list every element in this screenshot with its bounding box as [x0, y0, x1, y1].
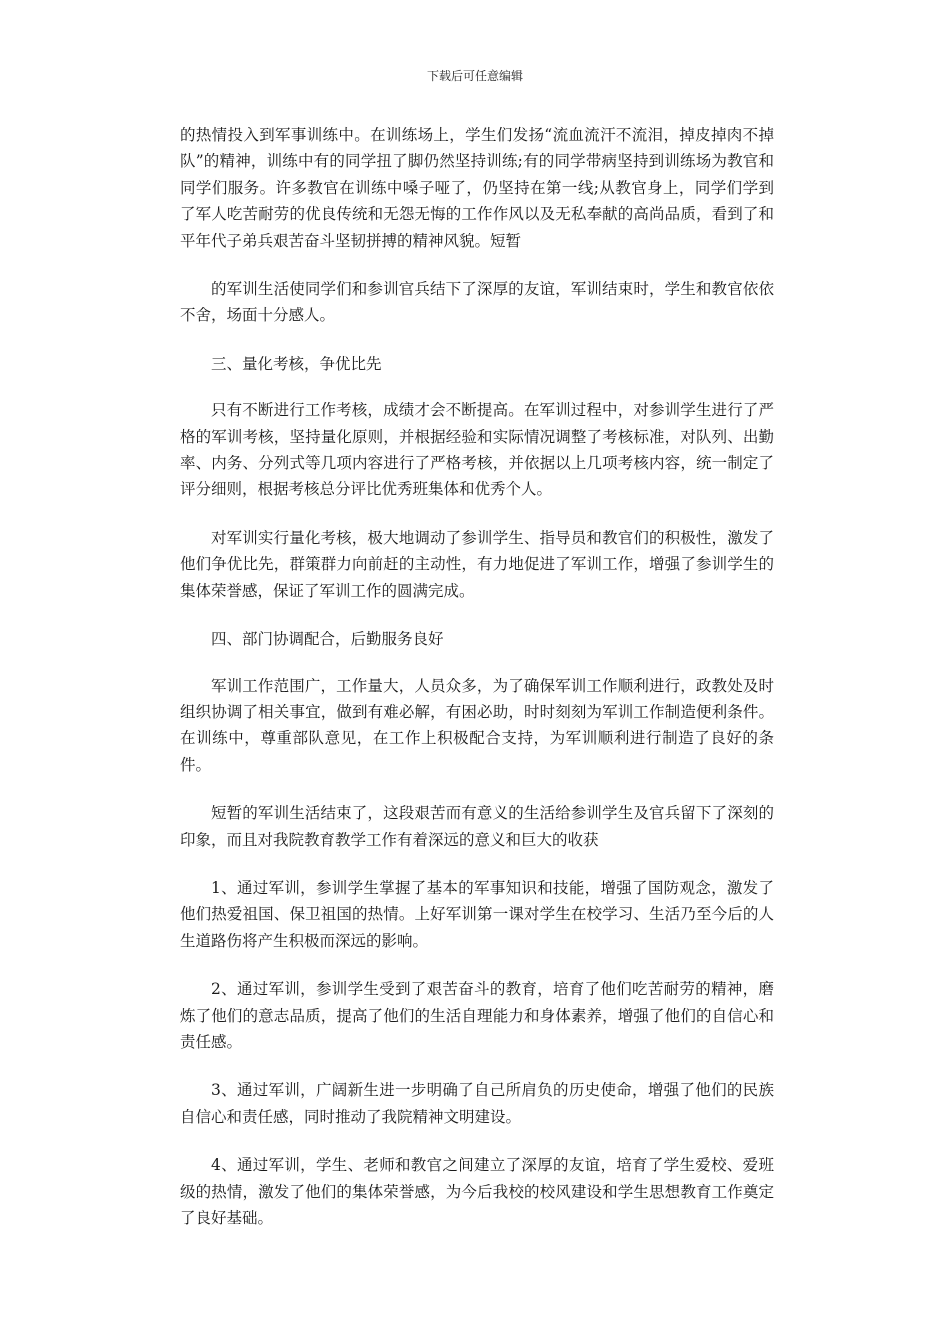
paragraph: 军训工作范围广，工作量大，人员众多，为了确保军训工作顺利进行，政教处及时组织协调了相关事宜，做到有难必解，有困必助，时时刻刻为军训工作制造便利条件。在训练中，尊重部队意见，在工作上积极配合支持，为军训顺利进行制造了良好的条件。 — [180, 676, 774, 774]
paragraph: 的军训生活使同学们和参训官兵结下了深厚的友谊，军训结束时，学生和教官依依不舍，场面十分感人。 — [180, 280, 774, 325]
section-heading-4: 四、部门协调配合，后勤服务良好 — [211, 630, 444, 649]
paragraph-continuation: 的热情投入到军事训练中。在训练场上，学生们发扬“流血流汗不流泪，掉皮掉肉不掉队”的精神，训练中有的同学扭了脚仍然坚持训练;有的同学带病坚持到训练场为教官和同学们服务。许多教官在训练中嗓子哑了，仍坚持在第一线;从教官身上，同学们学到了军人吃苦耐劳的优良传统和无怨无悔的工作作风以及无私奉献的高尚品质，看到了和平年代子弟兵艰苦奋斗坚韧拼搏的精神风貌。短暂 — [180, 126, 774, 250]
list-item-3: 3、通过军训，广阔新生进一步明确了自己所肩负的历史使命，增强了他们的民族自信心和责任感，同时推动了我院精神文明建设。 — [180, 1081, 774, 1126]
list-item-1: 1、通过军训，参训学生掌握了基本的军事知识和技能，增强了国防观念，激发了他们热爱祖国、保卫祖国的热情。上好军训第一课对学生在校学习、生活乃至今后的人生道路伤将产生积极而深远的影响。 — [180, 878, 774, 950]
list-item-4: 4、通过军训，学生、老师和教官之间建立了深厚的友谊，培育了学生爱校、爱班级的热情，激发了他们的集体荣誉感，为今后我校的校风建设和学生思想教育工作奠定了良好基础。 — [180, 1156, 774, 1227]
paragraph: 只有不断进行工作考核，成绩才会不断提高。在军训过程中，对参训学生进行了严格的军训考核，坚持量化原则，并根据经验和实际情况调整了考核标准，对队列、出勤率、内务、分列式等几项内容进行了严格考核，并依据以上几项考核内容，统一制定了评分细则，根据考核总分评比优秀班集体和优秀个人。 — [180, 401, 774, 499]
page-header-note: 下载后可任意编辑 — [426, 69, 523, 83]
section-heading-3: 三、量化考核，争优比先 — [211, 354, 382, 373]
paragraph: 对军训实行量化考核，极大地调动了参训学生、指导员和教官们的积极性，激发了他们争优比先，群策群力向前赶的主动性，有力地促进了军训工作，增强了参训学生的集体荣誉感，保证了军训工作的圆满完成。 — [180, 528, 774, 600]
paragraph: 短暂的军训生活结束了，这段艰苦而有意义的生活给参训学生及官兵留下了深刻的印象，而且对我院教育教学工作有着深远的意义和巨大的收获 — [180, 804, 774, 849]
list-item-2: 2、通过军训，参训学生受到了艰苦奋斗的教育，培育了他们吃苦耐劳的精神，磨炼了他们的意志品质，提高了他们的生活自理能力和身体素养，增强了他们的自信心和责任感。 — [180, 980, 774, 1051]
document-body — [180, 122, 774, 1253]
